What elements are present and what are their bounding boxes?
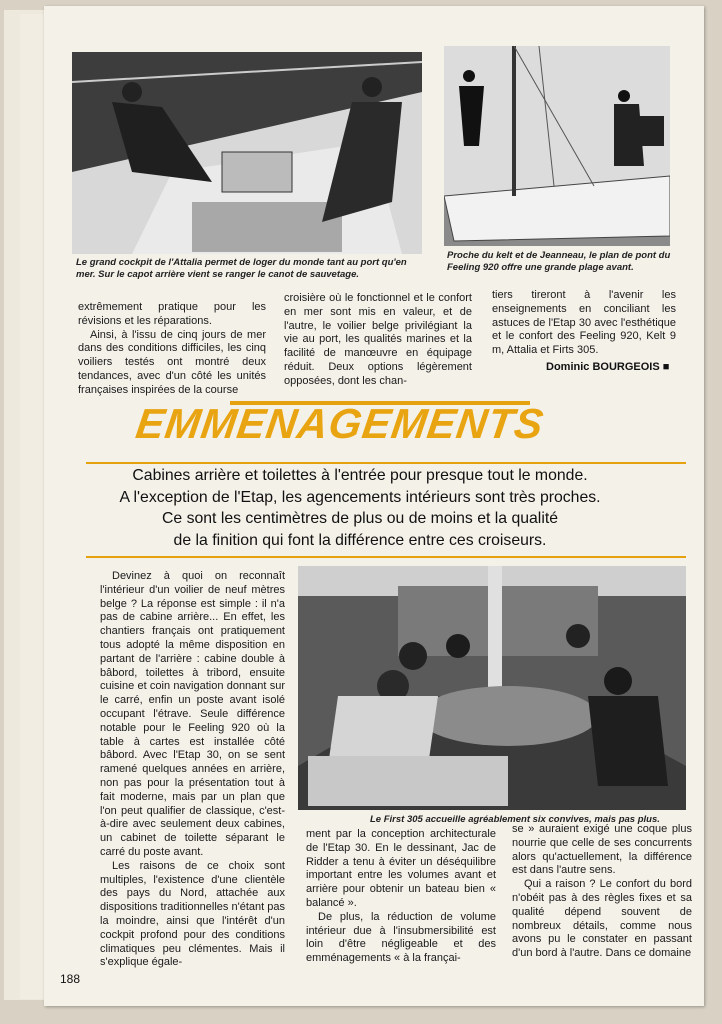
section-chapo: [50, 465, 670, 551]
chapo-line: de la finition qui font la différence entre ces croiseurs.: [173, 531, 547, 549]
chapo-rule-top: [86, 462, 686, 464]
paragraph: se » auraient exigé une coque plus nourrie que celle de ses concurrents alors qu'actuellement, la différence est dans l'autre sens.: [512, 823, 692, 877]
chapo-rule-bottom: [86, 556, 686, 558]
photo-cockpit-attalia: [72, 52, 422, 254]
paragraph: croisière où le fonctionnel et le confort en mer sont mis en valeur, et de l'autre, le voilier belge privilégiant la vie au port, les qualités marines et la facilité de manœuvre en équipage réduit. Deux options légèrement opposées, dont les chan-: [284, 292, 472, 387]
caption-top-right: Proche du kelt et de Jeanneau, le plan de pont du Feeling 920 offre une grande plage avant.: [447, 250, 671, 273]
paragraph: Qui a raison ? Le confort du bord n'obéit pas à des règles fixes et sa qualité dépend souvent de nombreux détails, comme nous avons pu le constater en passant d'un bord à l'autre. Dans ce domaine: [512, 878, 692, 960]
caption-top-left: Le grand cockpit de l'Attalia permet de loger du monde tant au port qu'en mer. Sur le capot arrière vient se ranger le canot de sauvetage.: [76, 257, 407, 280]
section-title: EMMENAGEMENTS: [133, 400, 548, 447]
lower-article-col3: [512, 823, 692, 961]
lower-article-col1: [100, 570, 285, 970]
upper-article-col2: [284, 292, 472, 389]
author-signature: Dominic BOURGEOIS ■: [546, 361, 670, 373]
chapo-line: A l'exception de l'Etap, les agencements intérieurs sont très proches.: [119, 488, 601, 506]
paragraph: Les raisons de ce choix sont multiples, l'existence d'une clientèle des pays du Nord, attachée aux dispositions traditionnelles n'étant pas la moindre, ainsi que l'intérêt d'un cockpit profond pour des conditions climatiques peu clémentes. Mais il s'explique égale-: [100, 859, 285, 969]
upper-article-col1: [78, 301, 266, 398]
paragraph: Devinez à quoi on reconnaît l'intérieur d'un voilier de neuf mètres belge ? La réponse est simple : il n'a pas de cabine arrière... En effet, les chantiers français ont pratiquement tous adopté la même disposition en partant de l'arrière : cabine double à bâbord, toilettes à tribord, ensuite cuisine et coin navigation donnant sur le carré, enfin un poste avant isolé occupant l'étrave. Seule différence notable pour le Feeling 920 où la table à cartes est installée côté bâbord. Avec l'Etap 30, on se sent ramené quelques années en arrière, non pas pour la présentation tout à fait moderne, mais par un plan que l'on peut qualifier de classique, c'est-à-dire avec seulement deux cabines, un cabinet de toilette séparant le carré du poste avant.: [100, 570, 285, 858]
paragraph: De plus, la réduction de volume intérieur due à l'insubmersibilité est loin d'être négligeable et des emménagements « à la françai-: [306, 910, 496, 965]
caption-interior: Le First 305 accueille agréablement six convives, mais pas plus.: [370, 814, 660, 825]
page-number: 188: [60, 972, 81, 986]
chapo-line: Ce sont les centimètres de plus ou de moins et la qualité: [161, 510, 559, 527]
paragraph: extrêmement pratique pour les révisions et les réparations.: [78, 301, 266, 327]
chapo-line: Cabines arrière et toilettes à l'entrée pour presque tout le monde.: [132, 467, 588, 484]
paragraph: tiers tireront à l'avenir les enseignements en conciliant les astuces de l'Etap 30 avec l'esthétique et le confort des Feeling 920, Kelt 9 m, Attalia et Firts 305.: [492, 289, 676, 357]
paragraph: Ainsi, à l'issu de cinq jours de mer dans des conditions difficiles, les cinq voiliers testés ont montré deux tendances, avec d'un côté les unités françaises inspirées de la course: [78, 328, 266, 396]
lower-article-col2: [306, 828, 496, 966]
photo-deck-feeling-920: [444, 46, 670, 246]
photo-interior-first-305: [298, 566, 686, 810]
paragraph: ment par la conception architecturale de l'Etap 30. En le dessinant, Jac de Ridder a tenu à éviter un déséquilibre important entre les volumes avant et arrière pour obtenir un bateau bien « balancé ».: [306, 828, 496, 909]
upper-article-col3: [492, 289, 676, 358]
